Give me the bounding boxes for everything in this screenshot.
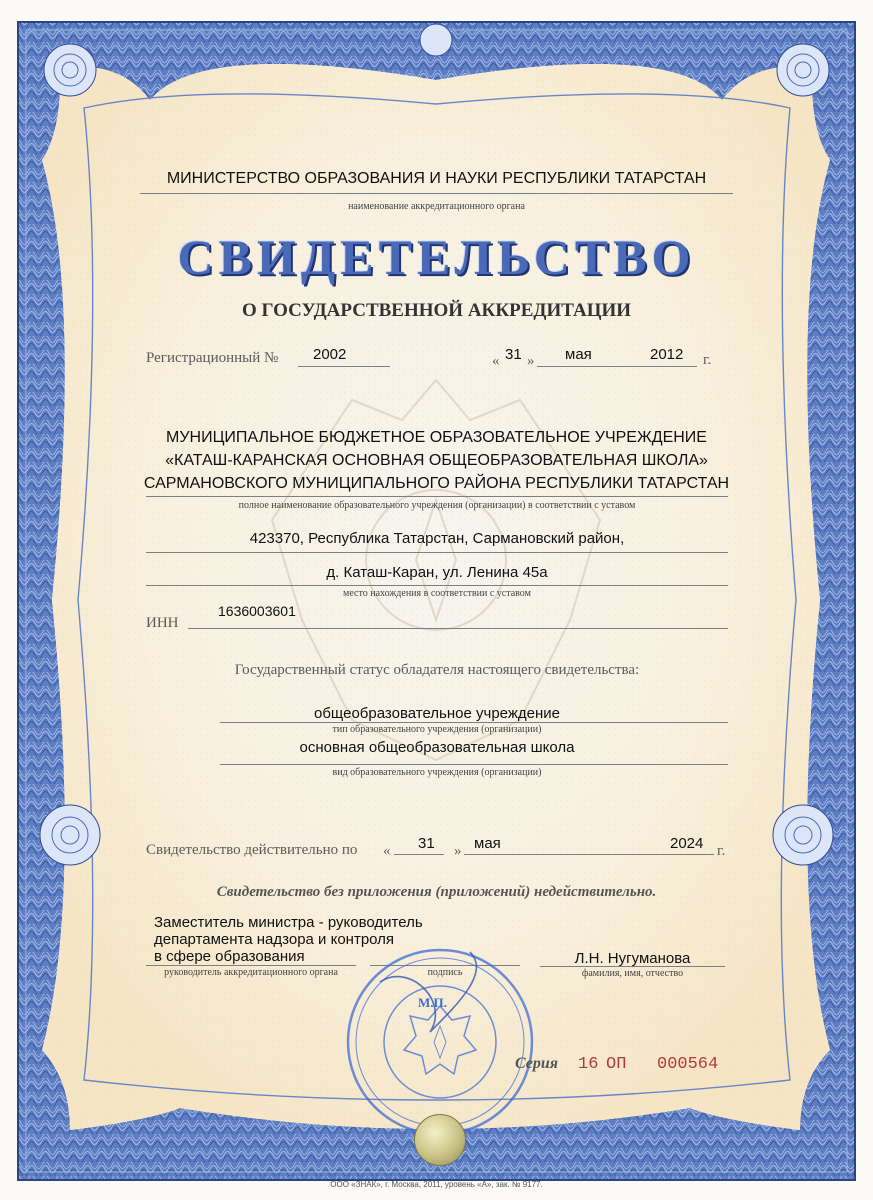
printer-imprint: ООО «ЗНАК», г. Москва, 2011, уровень «А», зак. № 9177. bbox=[330, 1180, 543, 1189]
certificate-subtitle: О ГОСУДАРСТВЕННОЙ АККРЕДИТАЦИИ bbox=[241, 300, 632, 321]
org-name-underline bbox=[146, 496, 728, 497]
validity-month-underline bbox=[464, 854, 714, 855]
signer-position-underline bbox=[146, 965, 356, 966]
registration-number: 2002 bbox=[313, 346, 347, 363]
series-number: 000564 bbox=[657, 1055, 719, 1074]
registration-label: Регистрационный № bbox=[146, 350, 279, 366]
stamp-initials: М.П. bbox=[418, 995, 447, 1010]
registration-quote-close: » bbox=[527, 353, 535, 369]
status-heading: Государственный статус обладателя настоящего свидетельства: bbox=[234, 662, 640, 678]
registration-year: 2012 bbox=[650, 346, 684, 363]
address-line-1: 423370, Республика Татарстан, Сармановский район, bbox=[249, 530, 625, 547]
validity-month: мая bbox=[474, 835, 501, 852]
validity-year-suffix: г. bbox=[717, 843, 726, 859]
org-name-line-2: «КАТАШ-КАРАНСКАЯ ОСНОВНАЯ ОБЩЕОБРАЗОВАТЕЛЬНАЯ ШКОЛА» bbox=[165, 452, 708, 469]
validity-quote-open: « bbox=[383, 843, 391, 859]
validity-quote-close: » bbox=[454, 843, 462, 859]
validity-day: 31 bbox=[418, 835, 435, 852]
status-kind-underline bbox=[220, 764, 728, 765]
signer-position-caption: руководитель аккредитационного органа bbox=[164, 967, 338, 978]
registration-day: 31 bbox=[505, 346, 522, 363]
signer-position-line-2: департамента надзора и контроля bbox=[154, 931, 395, 948]
status-kind-caption: вид образовательного учреждения (организации) bbox=[332, 767, 542, 778]
address-underline-2 bbox=[146, 585, 728, 586]
registration-year-suffix: г. bbox=[703, 352, 712, 368]
registration-month: мая bbox=[565, 346, 592, 363]
series-code: 16 bbox=[578, 1055, 599, 1074]
validity-label: Свидетельство действительно по bbox=[146, 842, 358, 858]
hologram-icon bbox=[414, 1114, 466, 1166]
status-type-value: общеобразовательное учреждение bbox=[314, 705, 560, 722]
registration-number-underline bbox=[298, 366, 390, 367]
certificate-title: СВИДЕТЕЛЬСТВО bbox=[177, 229, 696, 285]
status-type-caption: тип образовательного учреждения (организации) bbox=[332, 724, 542, 735]
address-line-2: д. Каташ-Каран, ул. Ленина 45а bbox=[326, 564, 548, 581]
inn-label: ИНН bbox=[146, 615, 179, 631]
series-label: Серия bbox=[515, 1055, 559, 1072]
ministry-underline bbox=[140, 193, 733, 194]
signer-position-line-1: Заместитель министра - руководитель bbox=[154, 914, 423, 931]
inn-value: 1636003601 bbox=[218, 603, 296, 619]
round-seal-icon bbox=[340, 942, 540, 1142]
org-name-caption: полное наименование образовательного учреждения (организации) в соответствии с уставом bbox=[238, 500, 636, 511]
registration-quote-open: « bbox=[492, 353, 500, 369]
signer-name-caption: фамилия, имя, отчество bbox=[581, 968, 684, 979]
notice-text: Свидетельство без приложения (приложений) недействительно. bbox=[216, 884, 657, 900]
validity-day-underline bbox=[394, 854, 444, 855]
registration-month-underline bbox=[537, 366, 697, 367]
ministry-name: МИНИСТЕРСТВО ОБРАЗОВАНИЯ И НАУКИ РЕСПУБЛИКИ ТАТАРСТАН bbox=[166, 170, 707, 187]
series-letters: ОП bbox=[606, 1055, 627, 1074]
status-type-underline bbox=[220, 722, 728, 723]
org-name-line-3: САРМАНОВСКОГО МУНИЦИПАЛЬНОГО РАЙОНА РЕСПУБЛИКИ ТАТАРСТАН bbox=[143, 475, 730, 492]
address-underline-1 bbox=[146, 552, 728, 553]
inn-underline bbox=[188, 628, 728, 629]
validity-year: 2024 bbox=[670, 835, 704, 852]
status-kind-value: основная общеобразовательная школа bbox=[299, 739, 575, 756]
org-name-line-1: МУНИЦИПАЛЬНОЕ БЮДЖЕТНОЕ ОБРАЗОВАТЕЛЬНОЕ УЧРЕЖДЕНИЕ bbox=[166, 429, 707, 446]
signature-caption: подпись bbox=[427, 967, 463, 978]
signer-name-underline bbox=[540, 966, 725, 967]
signer-position-line-3: в сфере образования bbox=[154, 948, 305, 965]
signer-name: Л.Н. Нугуманова bbox=[574, 950, 691, 967]
address-caption: место нахождения в соответствии с уставом bbox=[343, 588, 531, 599]
ministry-caption: наименование аккредитационного органа bbox=[348, 201, 525, 212]
